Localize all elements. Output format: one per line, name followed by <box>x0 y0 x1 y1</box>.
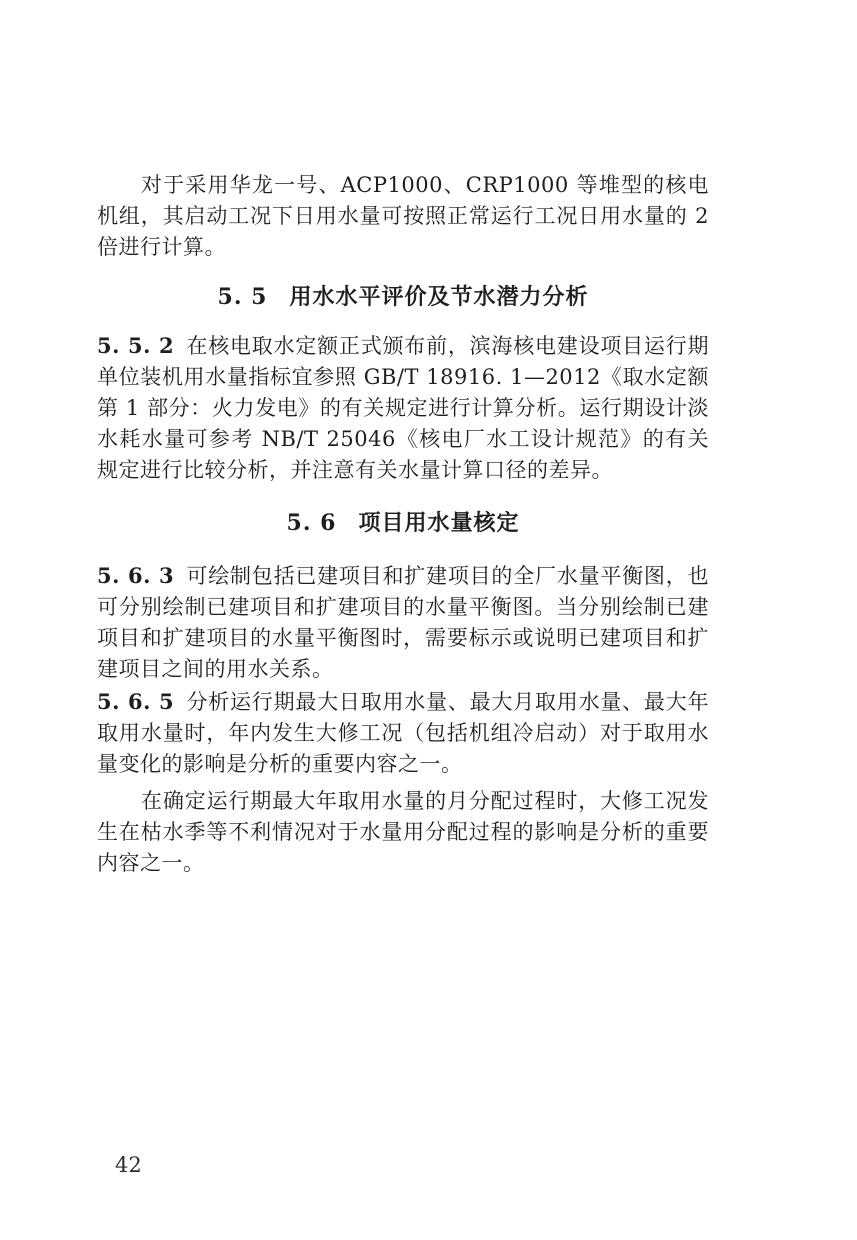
page-number: 42 <box>115 1153 142 1177</box>
clause-number: 5. 5. 2 <box>97 333 175 358</box>
section-title: 项目用水量核定 <box>358 511 520 536</box>
section-heading-5-6 <box>97 508 709 539</box>
section-heading-5-5 <box>97 282 709 313</box>
section-number: 5. 5 <box>217 284 268 310</box>
clause-number: 5. 6. 3 <box>97 563 175 588</box>
intro-paragraph <box>97 170 709 263</box>
clause-5-6-3 <box>97 560 709 685</box>
clause-number: 5. 6. 5 <box>97 689 175 714</box>
intro-paragraph-text: 对于采用华龙一号、ACP1000、CRP1000 等堆型的核电机组，其启动工况下日用水量可按照正常运行工况日用水量的 2 倍进行计算。 <box>97 173 709 259</box>
clause-continued-text: 在确定运行期最大年取用水量的月分配过程时，大修工况发生在枯水季等不利情况对于水量用分配过程的影响是分析的重要内容之一。 <box>97 789 709 875</box>
clause-text: 分析运行期最大日取用水量、最大月取用水量、最大年取用水量时，年内发生大修工况（包括机组冷启动）对于取用水量变化的影响是分析的重要内容之一。 <box>97 690 709 776</box>
section-number: 5. 6 <box>286 510 337 536</box>
section-title: 用水水平评价及节水潜力分析 <box>289 285 589 310</box>
clause-text: 可绘制包括已建项目和扩建项目的全厂水量平衡图，也可分别绘制已建项目和扩建项目的水量平衡图。当分别绘制已建项目和扩建项目的水量平衡图时，需要标示或说明已建项目和扩建项目之间的用水关系。 <box>97 564 709 681</box>
clause-5-5-2 <box>97 330 709 486</box>
clause-5-6-5-continued <box>97 786 709 879</box>
clause-text: 在核电取水定额正式颁布前，滨海核电建设项目运行期单位装机用水量指标宜参照 GB/T 18916. 1—2012《取水定额 第 1 部分：火力发电》的有关规定进行计算分析。运行期设计淡水耗水量可参考 NB/T 25046《核电厂水工设计规范》的有关规定进行比较分析，并注意有关水量计算口径的差异。 <box>97 334 709 482</box>
clause-5-6-5 <box>97 686 709 780</box>
